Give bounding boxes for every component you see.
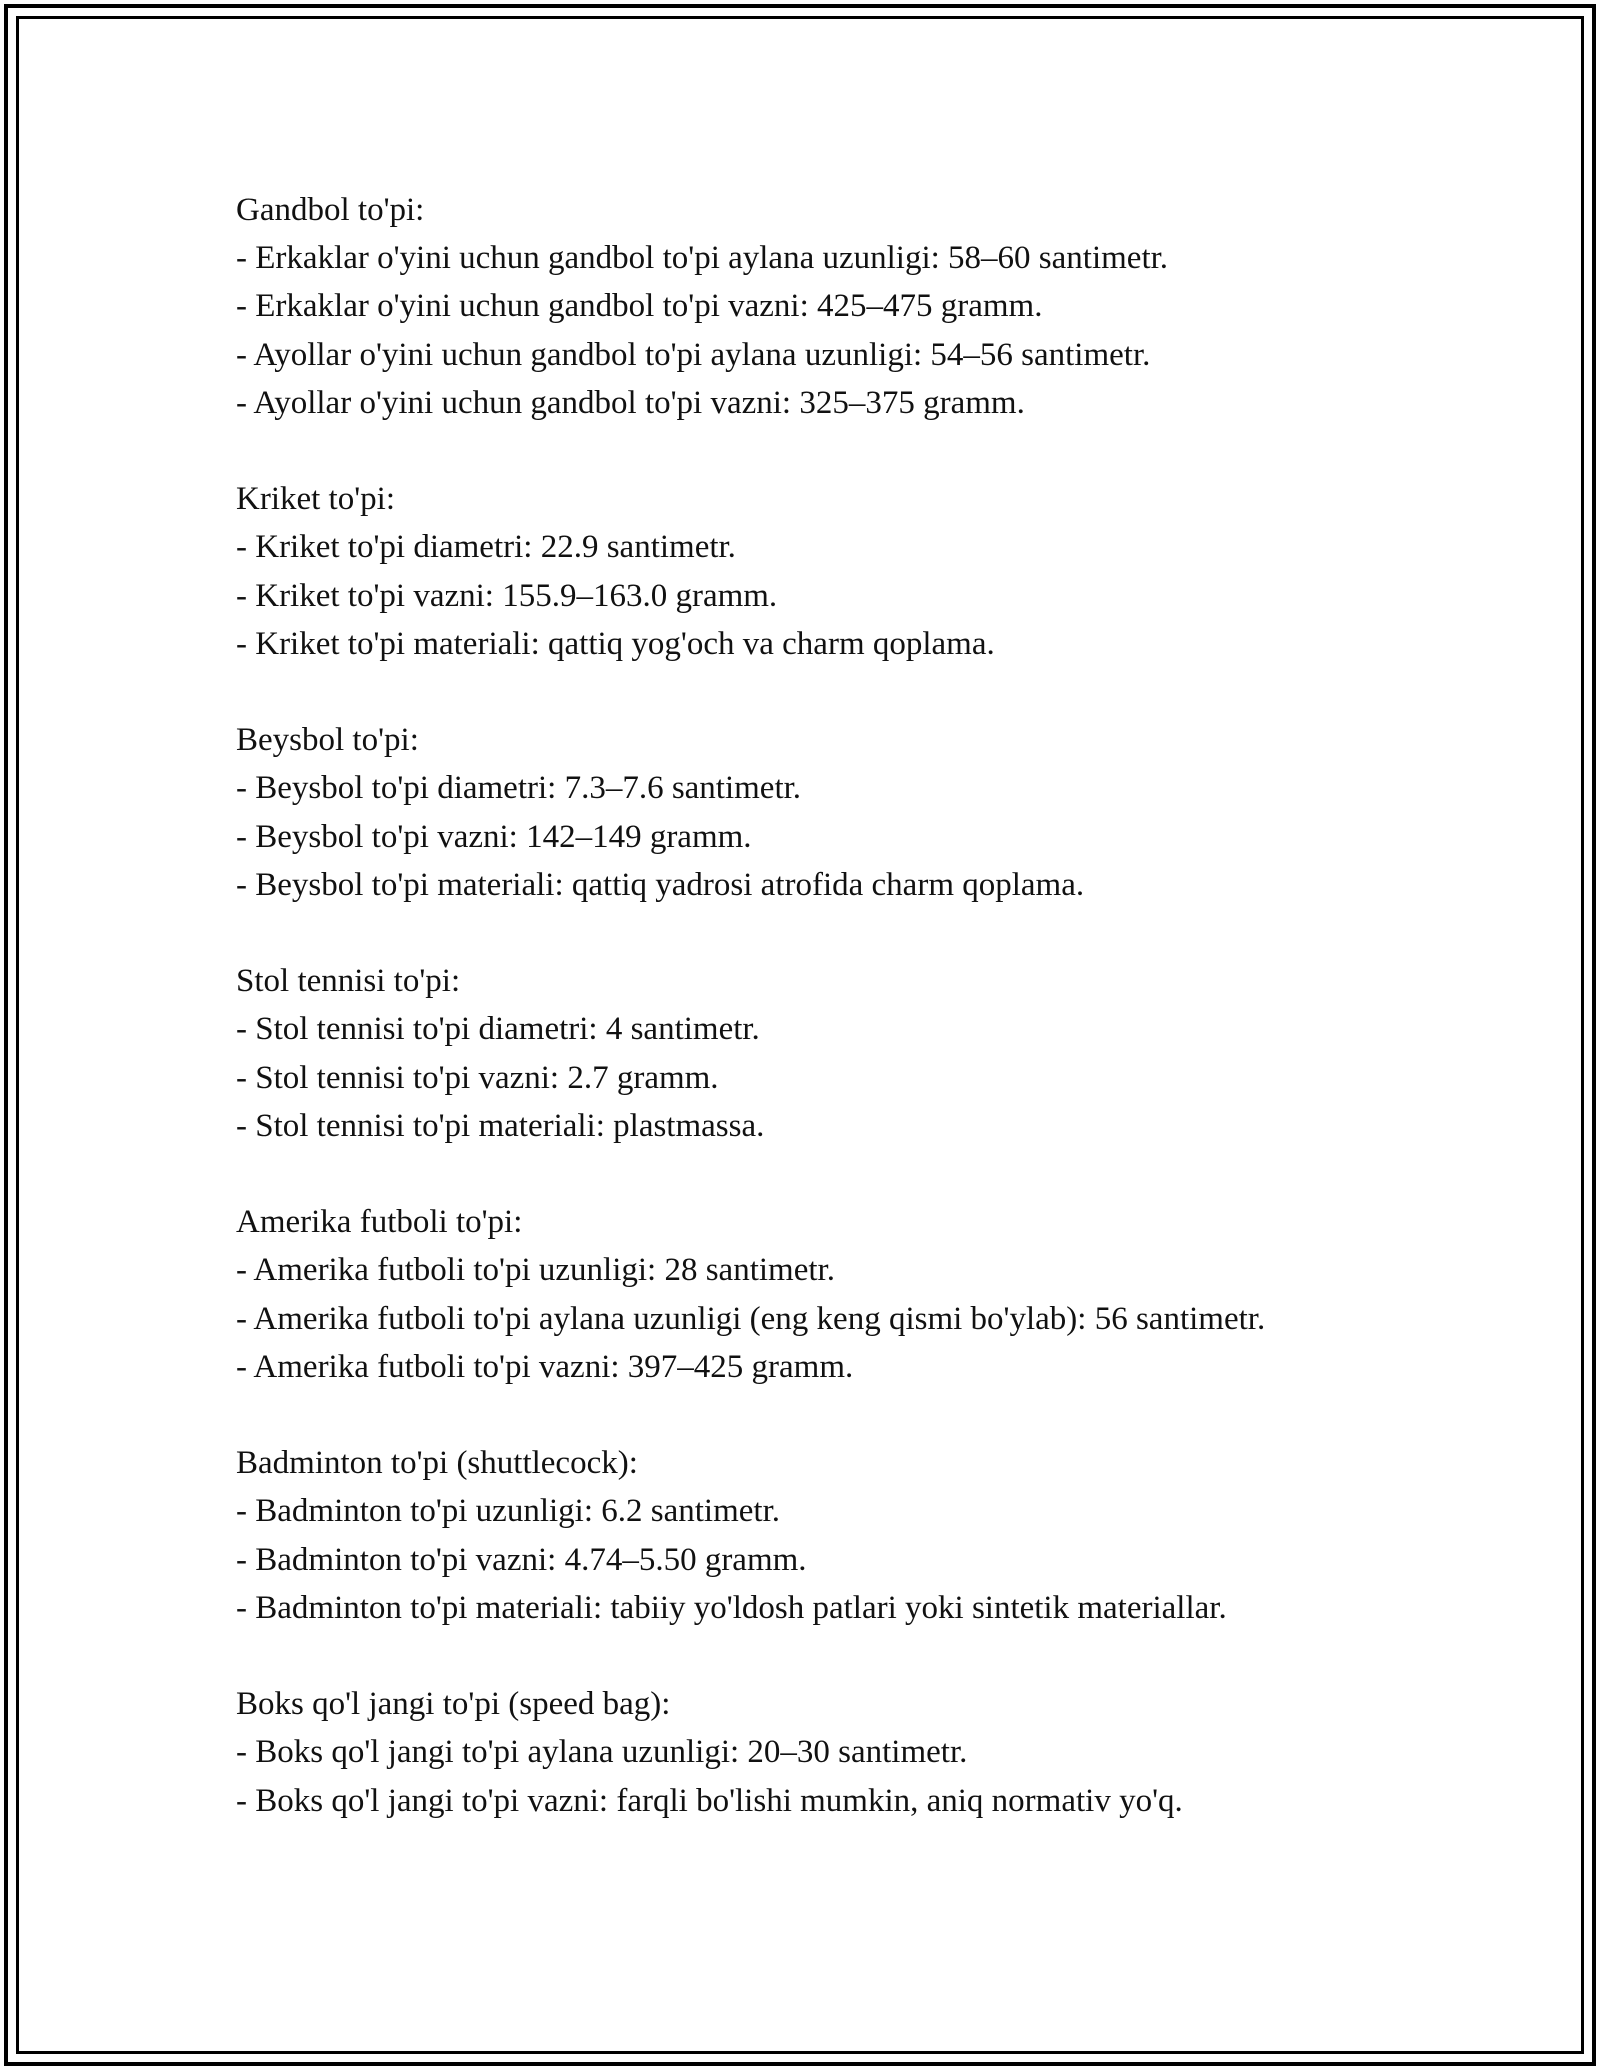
list-item: - Stol tennisi to'pi diametri: 4 santimetr. <box>236 1011 760 1048</box>
section-gandbol <box>236 186 1366 427</box>
section-heading: Gandbol to'pi: <box>236 192 425 228</box>
list-item: - Stol tennisi to'pi materiali: plastmassa. <box>236 1107 765 1144</box>
list-item: - Kriket to'pi materiali: qattiq yog'och va charm qoplama. <box>236 625 995 662</box>
list-item: - Stol tennisi to'pi vazni: 2.7 gramm. <box>236 1059 719 1096</box>
list-item: - Boks qo'l jangi to'pi aylana uzunligi: 20–30 santimetr. <box>236 1734 968 1771</box>
section-heading: Boks qo'l jangi to'pi (speed bag): <box>236 1686 671 1723</box>
section-heading: Kriket to'pi: <box>236 481 396 518</box>
section-amerika-futboli <box>236 1198 1366 1391</box>
list-item: - Boks qo'l jangi to'pi vazni: farqli bo'lishi mumkin, aniq normativ yo'q. <box>236 1782 1183 1819</box>
section-kriket <box>236 475 1366 668</box>
section-stol-tennisi <box>236 957 1366 1150</box>
list-item: - Amerika futboli to'pi aylana uzunligi (eng keng qismi bo'ylab): 56 santimetr. <box>236 1300 1266 1337</box>
section-heading: Badminton to'pi (shuttlecock): <box>236 1445 638 1482</box>
list-item: - Beysbol to'pi materiali: qattiq yadrosi atrofida charm qoplama. <box>236 866 1085 903</box>
list-item: - Beysbol to'pi diametri: 7.3–7.6 santimetr. <box>236 770 802 807</box>
list-item: - Kriket to'pi diametri: 22.9 santimetr. <box>236 529 736 566</box>
list-item: - Kriket to'pi vazni: 155.9–163.0 gramm. <box>236 577 778 614</box>
list-item: - Amerika futboli to'pi uzunligi: 28 santimetr. <box>236 1252 835 1289</box>
list-item: - Amerika futboli to'pi vazni: 397–425 gramm. <box>236 1348 854 1385</box>
section-heading: Beysbol to'pi: <box>236 722 419 759</box>
section-heading: Amerika futboli to'pi: <box>236 1204 523 1241</box>
list-item: - Erkaklar o'yini uchun gandbol to'pi vazni: 425–475 gramm. <box>236 288 1043 325</box>
list-item: - Badminton to'pi uzunligi: 6.2 santimetr. <box>236 1493 780 1530</box>
list-item: - Erkaklar o'yini uchun gandbol to'pi aylana uzunligi: 58–60 santimetr. <box>236 240 1169 277</box>
list-item: - Beysbol to'pi vazni: 142–149 gramm. <box>236 818 752 855</box>
list-item: - Badminton to'pi materiali: tabiiy yo'ldosh patlari yoki sintetik materiallar. <box>236 1589 1227 1626</box>
section-boks <box>236 1680 1366 1825</box>
section-beysbol <box>236 716 1366 909</box>
list-item: - Ayollar o'yini uchun gandbol to'pi vazni: 325–375 gramm. <box>236 384 1025 421</box>
section-badminton <box>236 1439 1366 1632</box>
list-item: - Badminton to'pi vazni: 4.74–5.50 gramm. <box>236 1541 807 1578</box>
document-body <box>236 186 1366 1825</box>
list-item: - Ayollar o'yini uchun gandbol to'pi aylana uzunligi: 54–56 santimetr. <box>236 336 1151 373</box>
section-heading: Stol tennisi to'pi: <box>236 963 461 1000</box>
